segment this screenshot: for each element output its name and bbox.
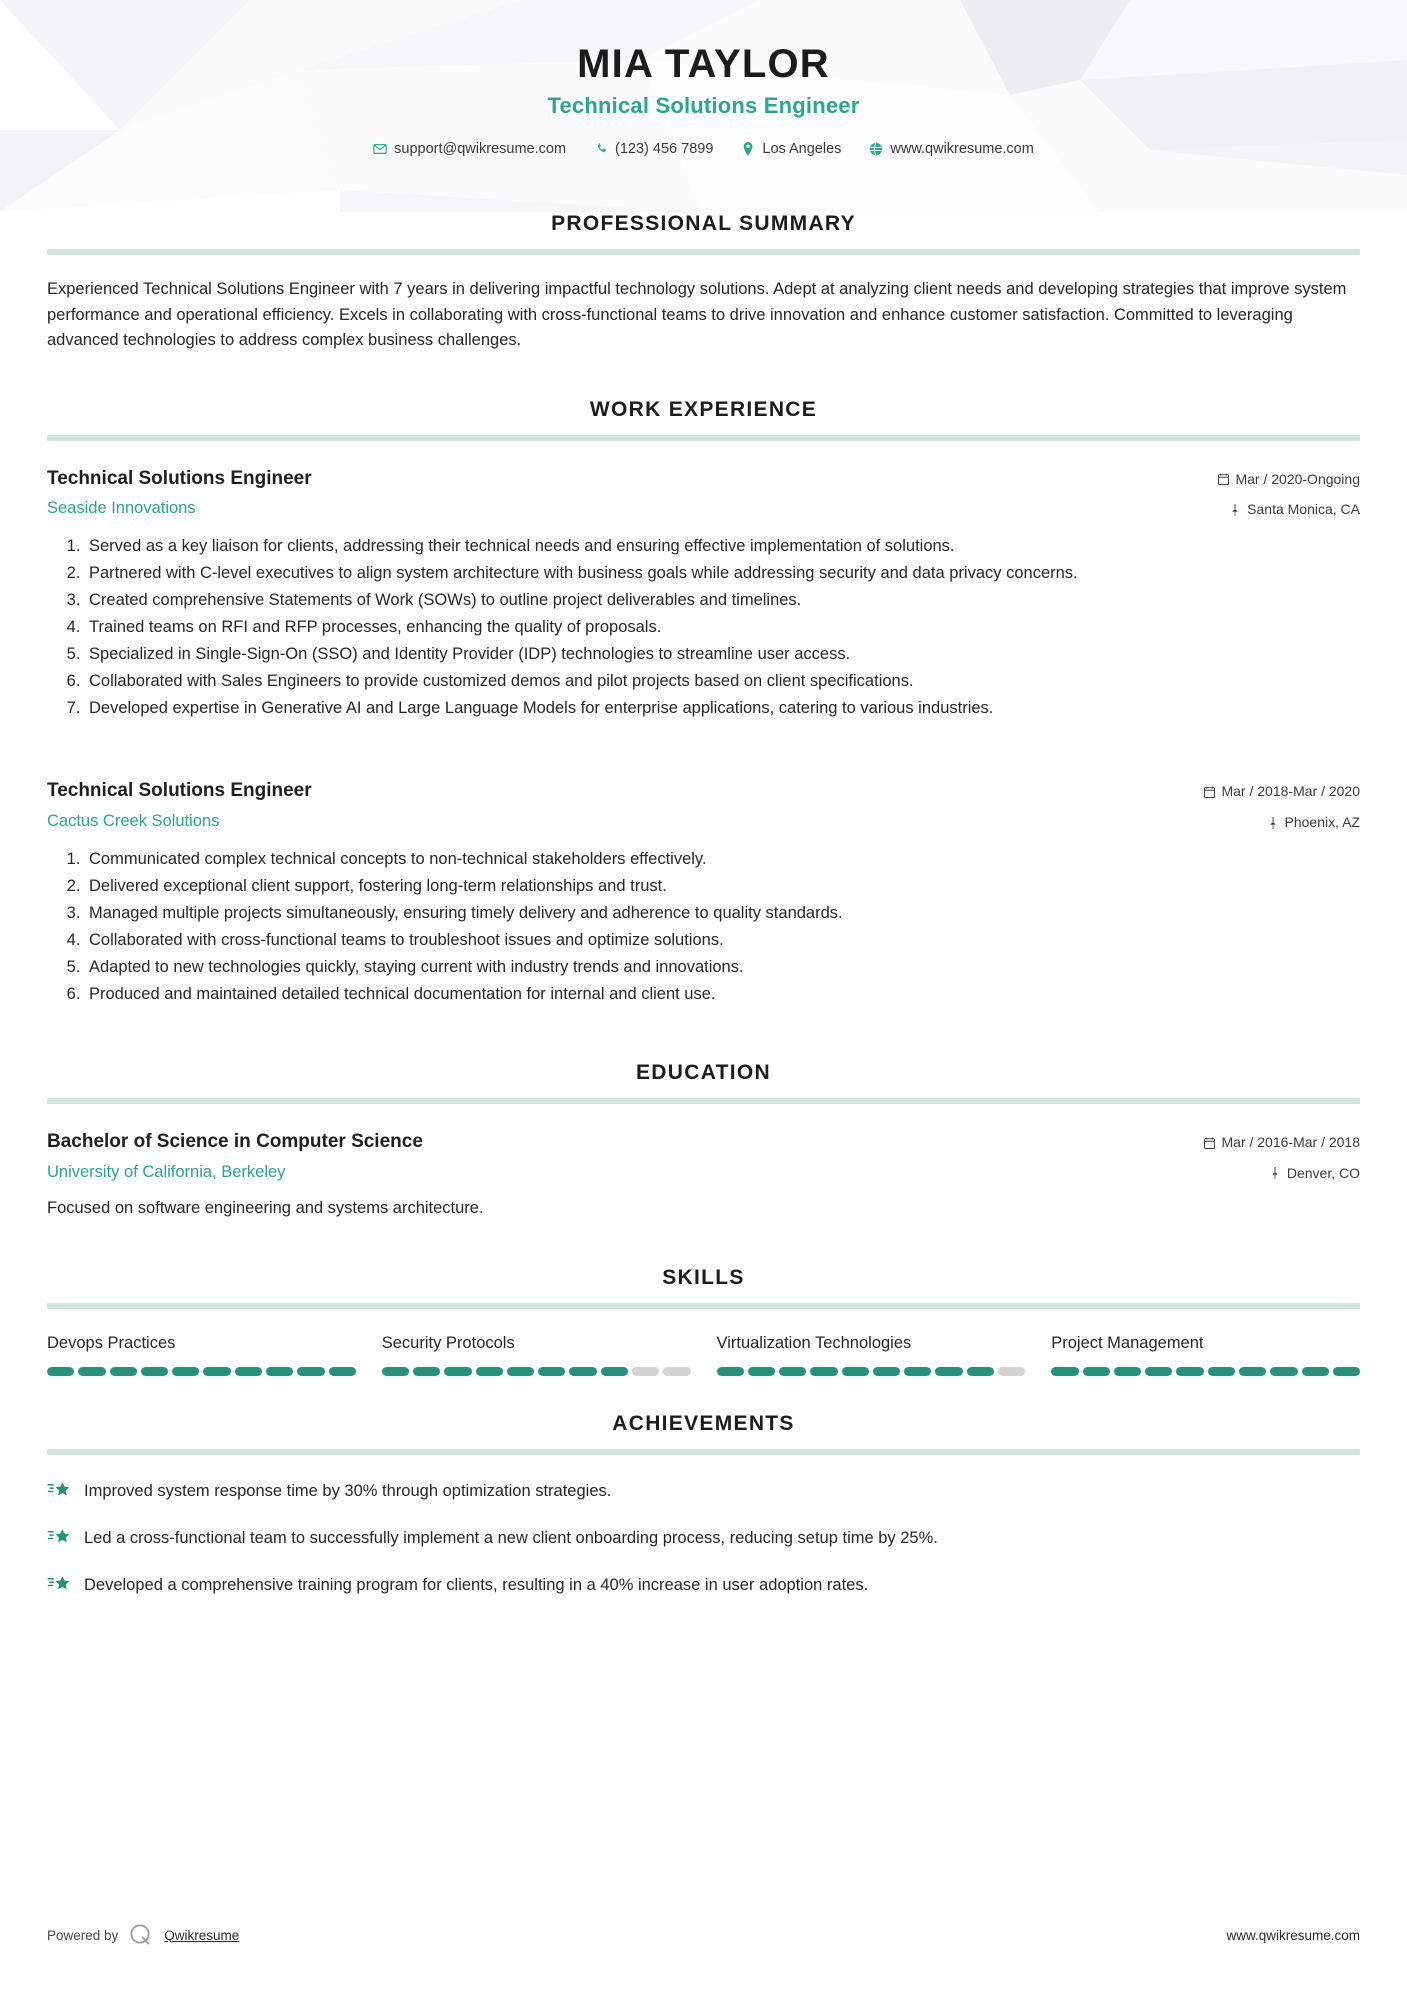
skill-segment xyxy=(1208,1367,1235,1376)
contact-row xyxy=(0,141,1407,157)
work-dates-text: Mar / 2018-Mar / 2020 xyxy=(1221,783,1360,800)
skill-segment xyxy=(1333,1367,1360,1376)
section-divider xyxy=(47,1449,1360,1455)
achievement-text: Developed a comprehensive training program for clients, resulting in a 40% increase in user adoption rates. xyxy=(84,1575,869,1594)
page-footer xyxy=(47,1922,1360,1948)
calendar-icon xyxy=(1203,786,1215,799)
contact-website[interactable] xyxy=(855,141,1047,157)
resume-header xyxy=(0,0,1407,212)
achievement-item xyxy=(47,1479,1360,1504)
skill-segment xyxy=(78,1367,105,1376)
summary-text: Experienced Technical Solutions Engineer with 7 years in delivering impactful technology solutions. Adept at analyzing client needs and developing strategies that improve system performance and operational efficiency. Excels in collaborating with cross-functional teams to drive innovation and enhance customer satisfaction. Committed to leveraging advanced technologies to address complex business challenges. xyxy=(47,280,1347,350)
calendar-icon xyxy=(1203,1136,1215,1149)
education-dates xyxy=(1203,1133,1360,1153)
section-title-education: EDUCATION xyxy=(636,1061,771,1085)
phone-icon xyxy=(594,142,608,156)
work-bullet: 4. Collaborated with cross-functional teams to troubleshoot issues and optimize solutions. xyxy=(85,928,1360,953)
powered-by-group xyxy=(47,1922,239,1948)
work-bullet: 1. Served as a key liaison for clients, addressing their technical needs and ensuring effective implementation of solutions. xyxy=(85,534,1360,559)
skill-segment xyxy=(235,1367,262,1376)
skill-segment xyxy=(382,1367,409,1376)
skill-item xyxy=(717,1333,1026,1376)
work-location xyxy=(1203,813,1360,833)
work-bullet: 6. Produced and maintained detailed technical documentation for internal and client use. xyxy=(85,982,1360,1007)
skill-segment xyxy=(904,1367,931,1376)
skill-segment xyxy=(1083,1367,1110,1376)
skill-segment xyxy=(172,1367,199,1376)
work-bullet: 2. Partnered with C-level executives to align system architecture with business goals while addressing security and data privacy concerns. xyxy=(85,561,1360,586)
contact-email-text: support@qwikresume.com xyxy=(394,140,567,157)
skill-level-bar xyxy=(382,1367,691,1376)
skill-segment xyxy=(1176,1367,1203,1376)
skill-segment xyxy=(632,1367,659,1376)
skill-segment xyxy=(110,1367,137,1376)
contact-location-text: Los Angeles xyxy=(762,140,842,157)
section-title-summary: PROFESSIONAL SUMMARY xyxy=(551,212,856,235)
skill-segment xyxy=(842,1367,869,1376)
shooting-star-icon xyxy=(47,1527,71,1549)
achievement-text: Improved system response time by 30% through optimization strategies. xyxy=(84,1482,612,1501)
work-company: Seaside Innovations xyxy=(47,499,196,518)
work-entry-header xyxy=(47,467,1360,520)
work-bullet-list xyxy=(47,847,1360,1007)
skill-segment xyxy=(1270,1367,1297,1376)
skill-segment xyxy=(779,1367,806,1376)
skill-segment xyxy=(141,1367,168,1376)
powered-by-label: Powered by xyxy=(47,1927,119,1943)
work-role: Technical Solutions Engineer xyxy=(47,780,312,802)
qwikresume-logo-icon xyxy=(128,1922,154,1948)
work-dates xyxy=(1203,782,1360,802)
qwikresume-brand-link[interactable]: Qwikresume xyxy=(164,1927,240,1943)
achievement-item xyxy=(47,1526,1360,1551)
work-location-text: Santa Monica, CA xyxy=(1247,501,1360,518)
skill-segment xyxy=(1239,1367,1266,1376)
skills-grid xyxy=(47,1333,1360,1376)
skill-segment xyxy=(476,1367,503,1376)
work-dates xyxy=(1217,470,1360,490)
shooting-star-icon xyxy=(47,1480,71,1502)
section-divider xyxy=(47,435,1360,441)
work-bullet: 6. Collaborated with Sales Engineers to provide customized demos and pilot projects based on client specifications. xyxy=(85,669,1360,694)
skill-segment xyxy=(47,1367,74,1376)
achievement-text: Led a cross-functional team to successfully implement a new client onboarding process, reducing setup time by 25%. xyxy=(84,1529,938,1548)
work-bullet: 3. Created comprehensive Statements of Work (SOWs) to outline project deliverables and timelines. xyxy=(85,588,1360,613)
section-divider xyxy=(47,1303,1360,1309)
skill-name: Project Management xyxy=(1051,1333,1204,1352)
shooting-star-icon xyxy=(47,1574,71,1596)
education-dates-text: Mar / 2016-Mar / 2018 xyxy=(1221,1134,1360,1151)
envelope-icon xyxy=(373,142,387,156)
skill-level-bar xyxy=(1051,1367,1360,1376)
skill-segment xyxy=(1302,1367,1329,1376)
skill-segment xyxy=(717,1367,744,1376)
section-title-skills: SKILLS xyxy=(662,1265,745,1289)
work-role: Technical Solutions Engineer xyxy=(47,467,312,489)
globe-icon xyxy=(869,142,883,156)
work-location-text: Phoenix, AZ xyxy=(1284,814,1360,831)
skill-segment xyxy=(413,1367,440,1376)
skill-segment xyxy=(998,1367,1025,1376)
skill-segment xyxy=(507,1367,534,1376)
contact-phone-text: (123) 456 7899 xyxy=(615,140,714,157)
skill-segment xyxy=(297,1367,324,1376)
education-note: Focused on software engineering and systems architecture. xyxy=(47,1199,484,1218)
skill-segment xyxy=(538,1367,565,1376)
skill-level-bar xyxy=(717,1367,1026,1376)
contact-website-text: www.qwikresume.com xyxy=(890,140,1034,157)
pushpin-icon xyxy=(1267,816,1279,829)
work-location xyxy=(1217,500,1360,520)
achievements-list xyxy=(47,1479,1360,1597)
contact-email[interactable] xyxy=(359,141,580,157)
section-achievements xyxy=(47,1412,1360,1597)
skill-item xyxy=(1051,1333,1360,1376)
map-pin-icon xyxy=(741,142,755,156)
education-location xyxy=(1203,1164,1360,1184)
section-title-work: WORK EXPERIENCE xyxy=(589,397,818,421)
skill-item xyxy=(47,1333,356,1376)
work-bullet: 2. Delivered exceptional client support, fostering long-term relationships and trust. xyxy=(85,874,1360,899)
work-company: Cactus Creek Solutions xyxy=(47,812,220,831)
work-bullet-list xyxy=(47,534,1360,722)
education-degree: Bachelor of Science in Computer Science xyxy=(47,1131,423,1153)
work-entry xyxy=(47,779,1360,1007)
skill-segment xyxy=(203,1367,230,1376)
work-dates-text: Mar / 2020-Ongoing xyxy=(1235,470,1360,487)
achievement-item xyxy=(47,1573,1360,1598)
work-bullet: 3. Managed multiple projects simultaneously, ensuring timely delivery and adherence to quality standards. xyxy=(85,901,1360,926)
work-bullet: 7. Developed expertise in Generative AI and Large Language Models for enterprise applications, catering to various industries. xyxy=(85,696,1360,721)
pushpin-icon xyxy=(1229,504,1241,517)
skill-segment xyxy=(935,1367,962,1376)
section-divider xyxy=(47,1098,1360,1104)
education-school: University of California, Berkeley xyxy=(47,1162,286,1181)
skill-segment xyxy=(810,1367,837,1376)
skill-segment xyxy=(1051,1367,1078,1376)
skill-level-bar xyxy=(47,1367,356,1376)
skill-item xyxy=(382,1333,691,1376)
skill-segment xyxy=(329,1367,356,1376)
skill-segment xyxy=(748,1367,775,1376)
skill-segment xyxy=(873,1367,900,1376)
education-entry xyxy=(47,1130,1360,1222)
candidate-name: MIA TAYLOR xyxy=(577,42,830,86)
work-entry xyxy=(47,467,1360,722)
skill-name: Virtualization Technologies xyxy=(716,1333,912,1352)
section-skills xyxy=(47,1266,1360,1376)
education-location-text: Denver, CO xyxy=(1286,1164,1360,1181)
skill-segment xyxy=(601,1367,628,1376)
pushpin-icon xyxy=(1269,1167,1281,1180)
resume-body xyxy=(0,212,1407,1598)
skill-name: Devops Practices xyxy=(47,1333,176,1352)
skill-segment xyxy=(444,1367,471,1376)
work-entry-header xyxy=(47,779,1360,832)
footer-url[interactable]: www.qwikresume.com xyxy=(1226,1927,1360,1943)
calendar-icon xyxy=(1217,473,1229,486)
section-work-experience xyxy=(47,398,1360,1007)
contact-location xyxy=(727,141,855,157)
section-divider xyxy=(47,249,1360,255)
candidate-job-title: Technical Solutions Engineer xyxy=(547,92,860,118)
contact-phone[interactable] xyxy=(580,141,727,157)
skill-segment xyxy=(967,1367,994,1376)
section-education xyxy=(47,1061,1360,1222)
skill-segment xyxy=(1145,1367,1172,1376)
work-bullet: 1. Communicated complex technical concepts to non-technical stakeholders effectively. xyxy=(85,847,1360,872)
section-professional-summary xyxy=(47,212,1360,354)
skill-segment xyxy=(569,1367,596,1376)
skill-segment xyxy=(266,1367,293,1376)
skill-segment xyxy=(1114,1367,1141,1376)
education-entry-header xyxy=(47,1130,1360,1183)
skill-name: Security Protocols xyxy=(381,1333,515,1352)
work-bullet: 5. Specialized in Single-Sign-On (SSO) and Identity Provider (IDP) technologies to streamline user access. xyxy=(85,642,1360,667)
work-bullet: 4. Trained teams on RFI and RFP processes, enhancing the quality of proposals. xyxy=(85,615,1360,640)
section-title-achievements: ACHIEVEMENTS xyxy=(612,1412,795,1436)
work-bullet: 5. Adapted to new technologies quickly, staying current with industry trends and innovations. xyxy=(85,955,1360,980)
skill-segment xyxy=(663,1367,690,1376)
